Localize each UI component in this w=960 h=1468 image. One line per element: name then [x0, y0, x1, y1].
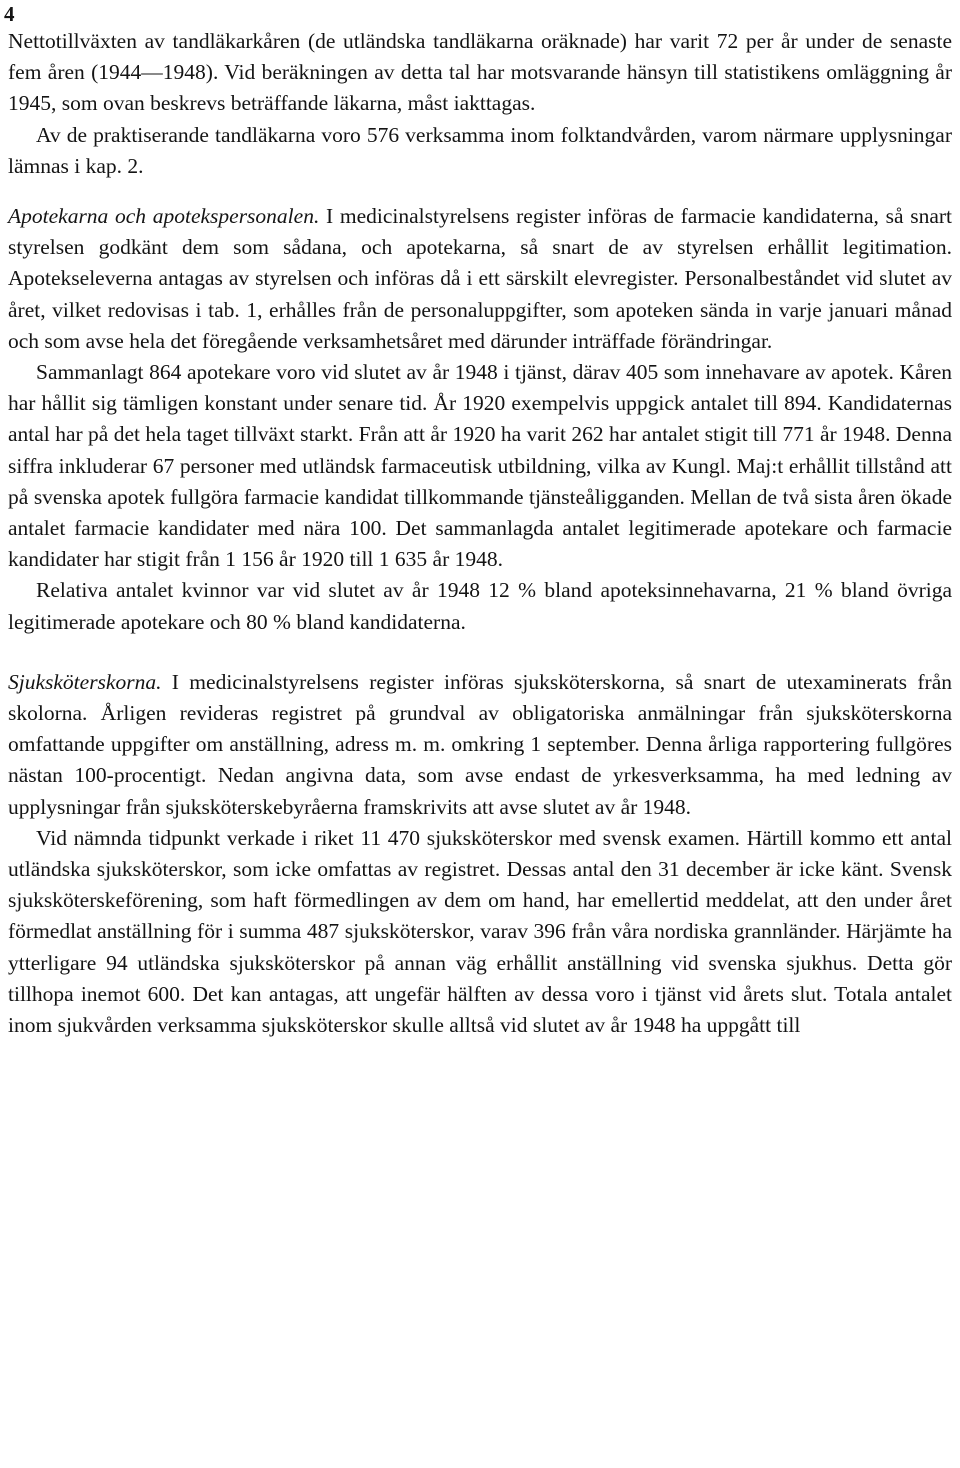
paragraph-nurses-intro	[8, 667, 952, 823]
paragraph-pharmacists-intro-text: I medicinalstyrelsens register införas de farmacie kandidaterna, så snart styrelsen godkänt dem som sådana, och apotekarna, så snart de av styrelsen erhållit legitimation. Apotekseleverna antagas av styrelsen och införas då i ett särskilt elevregister. Personalbeståndet vid slutet av året, vilket redovisas i tab. 1, erhålles från de personaluppgifter, som apoteken sända in varje januari månad och som avse hela det föregående verksamhetsåret med därunder inträffade förändringar.	[8, 204, 952, 353]
paragraph-nurses-intro-text: I medicinalstyrelsens register införas sjuksköterskorna, så snart de utexaminerats från skolorna. Årligen revideras registret på grundval av obligatoriska anmälningar från sjuksköterskorna omfattande uppgifter om anställning, adress m. m. omkring 1 september. Denna årliga rapportering fullgöres nästan 100-procentigt. Nedan angivna data, som avse endast de yrkesverksamma, ha med ledning av upplysningar från sjuksköterskebyråerna framskrivits att avse slutet av år 1948.	[8, 669, 952, 819]
paragraph-pharmacists-totals: Sammanlagt 864 apotekare voro vid slutet av år 1948 i tjänst, därav 405 som innehavare av apotek. Kåren har hållit sig tämligen konstant under senare tid. År 1920 exempelvis uppgick antalet till 894. Kandidaternas antal har på det hela taget tillväxt starkt. Från att år 1920 ha varit 262 har antalet stigit till 771 år 1948. Denna siffra inkluderar 67 personer med utländsk farmaceutisk utbildning, vilka av Kungl. Maj:t erhållit tillstånd att på svenska apotek fullgöra farmacie kandidat tillkommande tjänsteåligganden. Mellan de två sista åren ökade antalet farmacie kandidater med nära 100. Det sammanlagda antalet legitimerade apotekare och farmacie kandidater har stigit från 1 156 år 1920 till 1 635 år 1948.	[8, 360, 952, 572]
section-heading-nurses: Sjuksköterskorna.	[8, 669, 162, 694]
body-text	[8, 26, 952, 1041]
paragraph-dentists-growth: Nettotillväxten av tandläkarkåren (de utländska tandläkarna oräknade) har varit 72 per år under de senaste fem åren (1944—1948). Vid beräkningen av detta tal har motsvarande hänsyn till statistikens omläggning år 1945, som ovan beskrevs beträffande läkarna, måst iakttagas.	[8, 29, 952, 116]
section-heading-pharmacists: Apotekarna och apotekspersonalen.	[8, 204, 320, 229]
paragraph-pharmacists-intro	[8, 201, 952, 357]
section-spacer	[8, 182, 952, 201]
page-number: 4	[4, 2, 15, 26]
paragraph-dentists-practicing: Av de praktiserande tandläkarna voro 576 verksamma inom folktandvården, varom närmare upplysningar lämnas i kap. 2.	[8, 122, 952, 178]
section-spacer	[8, 638, 952, 667]
paragraph-pharmacists-women: Relativa antalet kvinnor var vid slutet av år 1948 12 % bland apoteksinnehavarna, 21 % bland övriga legitimerade apotekare och 80 % bland kandidaterna.	[8, 578, 952, 634]
paragraph-nurses-totals: Vid nämnda tidpunkt verkade i riket 11 470 sjuksköterskor med svensk examen. Härtill kommo ett antal utländska sjuksköterskor, som icke omfattas av registret. Dessas antal den 31 december är icke känt. Svensk sjuksköterskeförening, som haft förmedlingen av dem om hand, har emellertid meddelat, att den under året förmedlat anställning för i summa 487 sjuksköterskor, varav 396 från våra nordiska grannländer. Härjämte ha ytterligare 94 utländska sjuksköterskor på annan väg erhållit anställning vid svenska sjukhus. Detta gör tillhopa inemot 600. Det kan antagas, att ungefär hälften av dessa voro i tjänst vid årets slut. Totala antalet inom sjukvården verksamma sjuksköterskor skulle alltså vid slutet av år 1948 ha uppgått till	[8, 825, 952, 1038]
